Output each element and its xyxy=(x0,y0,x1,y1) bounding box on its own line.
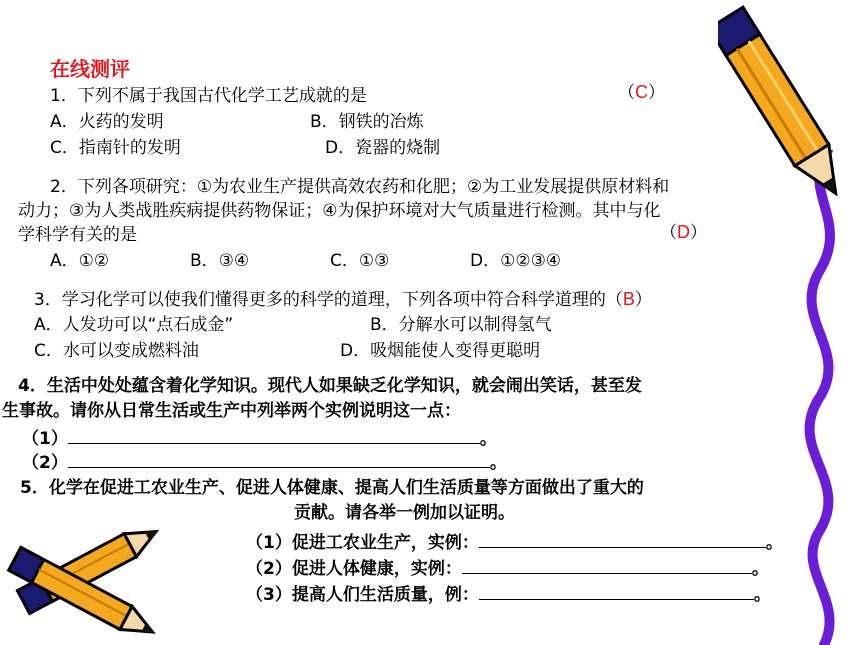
q5-answer-blank-3[interactable] xyxy=(479,582,754,600)
q2-option-c: C．①③ xyxy=(330,251,390,271)
q2-stem-line2: 动力；③为人类战胜疾病提供药物保证；④为保护环境对大气质量进行检测。其中与化 xyxy=(18,201,661,221)
q2-paren-close: ） xyxy=(690,223,707,243)
q3-stem xyxy=(34,288,652,311)
q4-item-1-end: 。 xyxy=(479,429,497,449)
q4-item-2-end: 。 xyxy=(489,453,507,473)
q2-option-a: A．①② xyxy=(50,251,110,271)
q4-answer-blank-1[interactable] xyxy=(68,426,480,444)
q2-stem-line1: 2．下列各项研究：①为农业生产提供高效农药和化肥；②为工业发展提供原材料和 xyxy=(50,177,670,197)
q2-stem-line3: 学科学有关的是 xyxy=(18,225,137,245)
pencil-illustration xyxy=(718,2,858,232)
q1-answer: C xyxy=(635,82,648,102)
q2-option-d: D．①②③④ xyxy=(470,251,562,271)
q2-option-b: B．③④ xyxy=(190,251,250,271)
q1-option-b: B．钢铁的冶炼 xyxy=(310,112,424,132)
q2-paren-open: （ xyxy=(660,223,677,243)
q4-item-1-label: （1） xyxy=(22,429,68,449)
q5-item-1 xyxy=(246,530,783,554)
q2-answer: D xyxy=(677,222,690,242)
q4-stem-line1: 4．生活中处处蕴含着化学知识。现代人如果缺乏化学知识，就会闹出笑话，甚至发 xyxy=(18,376,642,396)
q3-option-a: A．人发功可以“点石成金” xyxy=(34,315,234,335)
q4-answer-blank-2[interactable] xyxy=(68,450,490,468)
q1-stem: 1．下列不属于我国古代化学工艺成就的是 xyxy=(50,86,367,106)
q5-answer-blank-1[interactable] xyxy=(479,530,766,548)
q1-option-a: A．火药的发明 xyxy=(50,112,164,132)
q5-item-3-label: （3）提高人们生活质量，例： xyxy=(246,585,479,605)
q1-option-c: C．指南针的发明 xyxy=(50,138,181,158)
q3-option-c: C．水可以变成燃料油 xyxy=(34,341,199,361)
q3-option-d: D．吸烟能使人变得更聪明 xyxy=(340,341,541,361)
q5-item-3 xyxy=(246,582,771,606)
page-title: 在线测评 xyxy=(50,57,130,81)
q5-stem-line2: 贡献。请各举一例加以证明。 xyxy=(294,503,515,523)
q4-item-1 xyxy=(22,426,497,450)
q3-stem-text: 3．学习化学可以使我们懂得更多的科学的道理，下列各项中符合科学道理的（ xyxy=(34,290,623,310)
q3-option-b: B．分解水可以制得氢气 xyxy=(370,315,552,335)
crossed-pencils-illustration xyxy=(0,505,175,645)
q5-stem-line1: 5．化学在促进工农业生产、促进人体健康、提高人们生活质量等方面做出了重大的 xyxy=(20,478,644,498)
q5-answer-blank-2[interactable] xyxy=(462,556,752,574)
q4-item-2 xyxy=(22,450,507,474)
q5-item-1-end: 。 xyxy=(765,533,783,553)
q1-paren-open: （ xyxy=(618,83,635,103)
q5-item-2 xyxy=(246,556,769,580)
q1-paren-close: ） xyxy=(648,83,665,103)
q5-item-3-end: 。 xyxy=(753,585,771,605)
q2-answer-paren xyxy=(660,221,707,244)
q3-paren-close: ） xyxy=(634,290,652,310)
q4-item-2-label: （2） xyxy=(22,453,68,473)
q1-option-d: D．瓷器的烧制 xyxy=(325,138,441,158)
q5-item-2-end: 。 xyxy=(751,559,769,579)
q1-answer-paren xyxy=(618,81,665,104)
q3-answer: B xyxy=(622,289,635,309)
q5-item-2-label: （2）促进人体健康，实例： xyxy=(246,559,462,579)
q5-item-1-label: （1）促进工农业生产，实例： xyxy=(246,533,479,553)
q4-stem-line2: 生事故。请你从日常生活或生产中列举两个实例说明这一点： xyxy=(2,401,461,421)
